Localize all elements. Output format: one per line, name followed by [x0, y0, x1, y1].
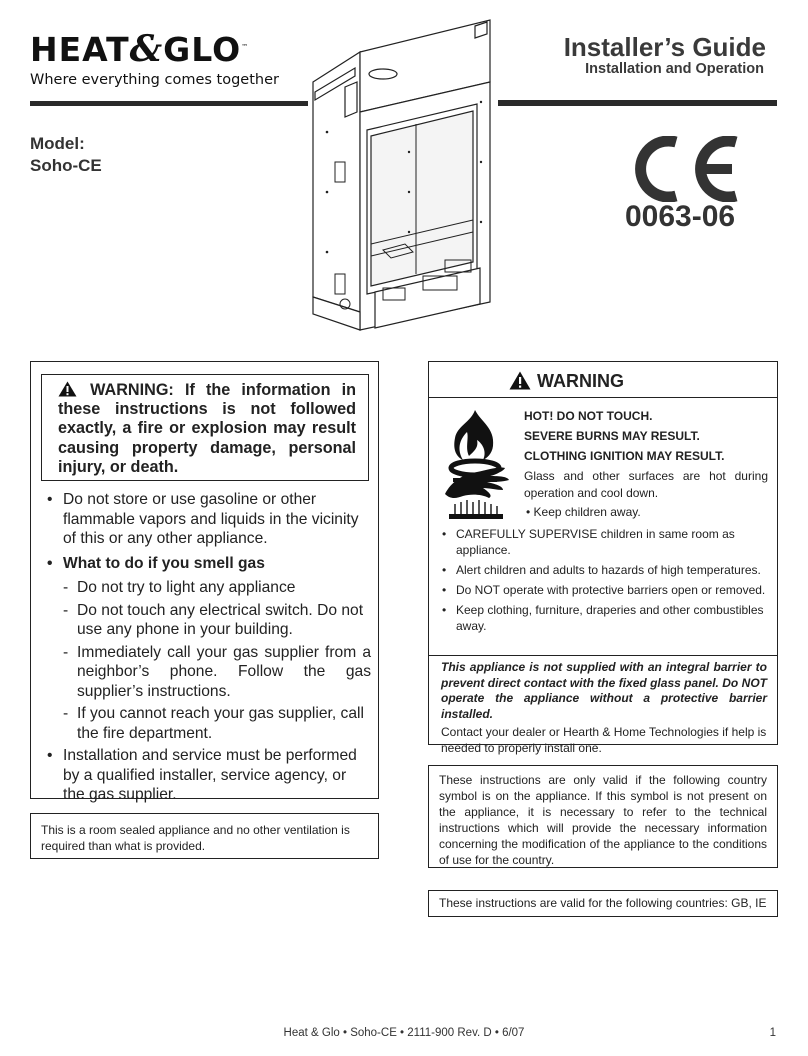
gas-safety-list: [45, 490, 371, 810]
warning-header: [429, 362, 777, 398]
logo-text-right: GLO: [163, 30, 242, 69]
list-item: • Keep clothing, furniture, draperies and other combustibles away.: [439, 602, 777, 634]
document-subtitle: Installation and Operation: [585, 61, 764, 77]
warning-heading: WARNING: [537, 371, 624, 391]
room-sealed-note: This is a room sealed appliance and no other ventilation is required than what is provided.: [30, 813, 379, 859]
barrier-notice-text: This appliance is not supplied with an integral barrier to prevent direct contact with the fixed glass panel. Do NOT operate the appliance without a protective barrier installed.: [441, 660, 767, 721]
fire-explosion-warning-text: WARNING: If the information in these instructions is not followed exactly, a fire or explosion may result causing property damage, personal injury, or death.: [58, 381, 357, 476]
ce-mark-icon: [624, 136, 744, 202]
dealer-contact-text: Contact your dealer or Hearth & Home Technologies if help is needed to properly install one.: [441, 725, 767, 755]
ce-notified-body-code: 0063-06: [625, 200, 736, 233]
brand-tagline: Where everything comes together: [30, 72, 279, 88]
list-item-heading: • What to do if you smell gas: [45, 554, 371, 574]
glass-hot-text: Glass and other surfaces are hot during operation and cool down.: [524, 469, 768, 500]
list-item: • Do not store or use gasoline or other flammable vapors and liquids in the vicinity of this or any other appliance.: [45, 490, 371, 549]
list-item: • Installation and service must be performed by a qualified installer, service agency, or the gas supplier.: [45, 746, 371, 805]
page-number: 1: [769, 1027, 776, 1039]
list-subitem: - If you cannot reach your gas supplier, call the fire department.: [45, 704, 371, 743]
barrier-notice: [429, 655, 777, 756]
warning-triangle-icon: [58, 381, 77, 397]
hot-line: CLOTHING IGNITION MAY RESULT.: [524, 449, 725, 463]
list-subitem: - Do not try to light any appliance: [45, 578, 371, 598]
list-subitem: - Immediately call your gas supplier from a neighbor’s phone. Follow the gas supplier’s instructions.: [45, 643, 371, 702]
gas-warning-box: [30, 361, 379, 803]
country-validity-note: These instructions are only valid if the following country symbol is on the appliance. If this symbol is not present on the appliance, it is necessary to refer to the technical instructions which will provide the necessary information concerning the modification of the appliance to the conditions of use for the country.: [428, 765, 778, 868]
list-item: • CAREFULLY SUPERVISE children in same room as appliance.: [439, 526, 777, 558]
valid-countries-note: These instructions are valid for the following countries: GB, IE: [428, 890, 778, 917]
document-title: Installer’s Guide: [563, 32, 766, 62]
list-item: • Do NOT operate with protective barriers open or removed.: [439, 582, 777, 598]
hot-line: SEVERE BURNS MAY RESULT.: [524, 429, 700, 443]
list-subitem: - Do not touch any electrical switch. Do not use any phone in your building.: [45, 601, 371, 640]
page-footer: Heat & Glo • Soho-CE • 2111-900 Rev. D • 6/07: [283, 1027, 525, 1039]
fire-explosion-warning: [41, 374, 369, 481]
list-item: • Alert children and adults to hazards of high temperatures.: [439, 562, 777, 578]
model-label: Model:: [30, 134, 85, 153]
hot-warning-lines: [524, 406, 724, 466]
logo-text-left: HEAT: [30, 30, 130, 69]
hot-surface-list: [439, 526, 777, 638]
keep-children-away: • Keep children away.: [526, 505, 641, 519]
logo-ampersand: &: [129, 28, 164, 70]
hot-surface-warning-box: [428, 361, 778, 755]
warning-triangle-icon: [509, 371, 531, 390]
model-name: Soho-CE: [30, 156, 102, 175]
header-rule-left: [30, 101, 308, 106]
fireplace-illustration: [305, 12, 505, 332]
burning-hand-icon: [441, 460, 513, 520]
header-rule-right: [498, 100, 777, 106]
hot-line: HOT! DO NOT TOUCH.: [524, 409, 653, 423]
brand-logo: [30, 28, 280, 70]
logo-trademark: ™: [241, 43, 250, 51]
